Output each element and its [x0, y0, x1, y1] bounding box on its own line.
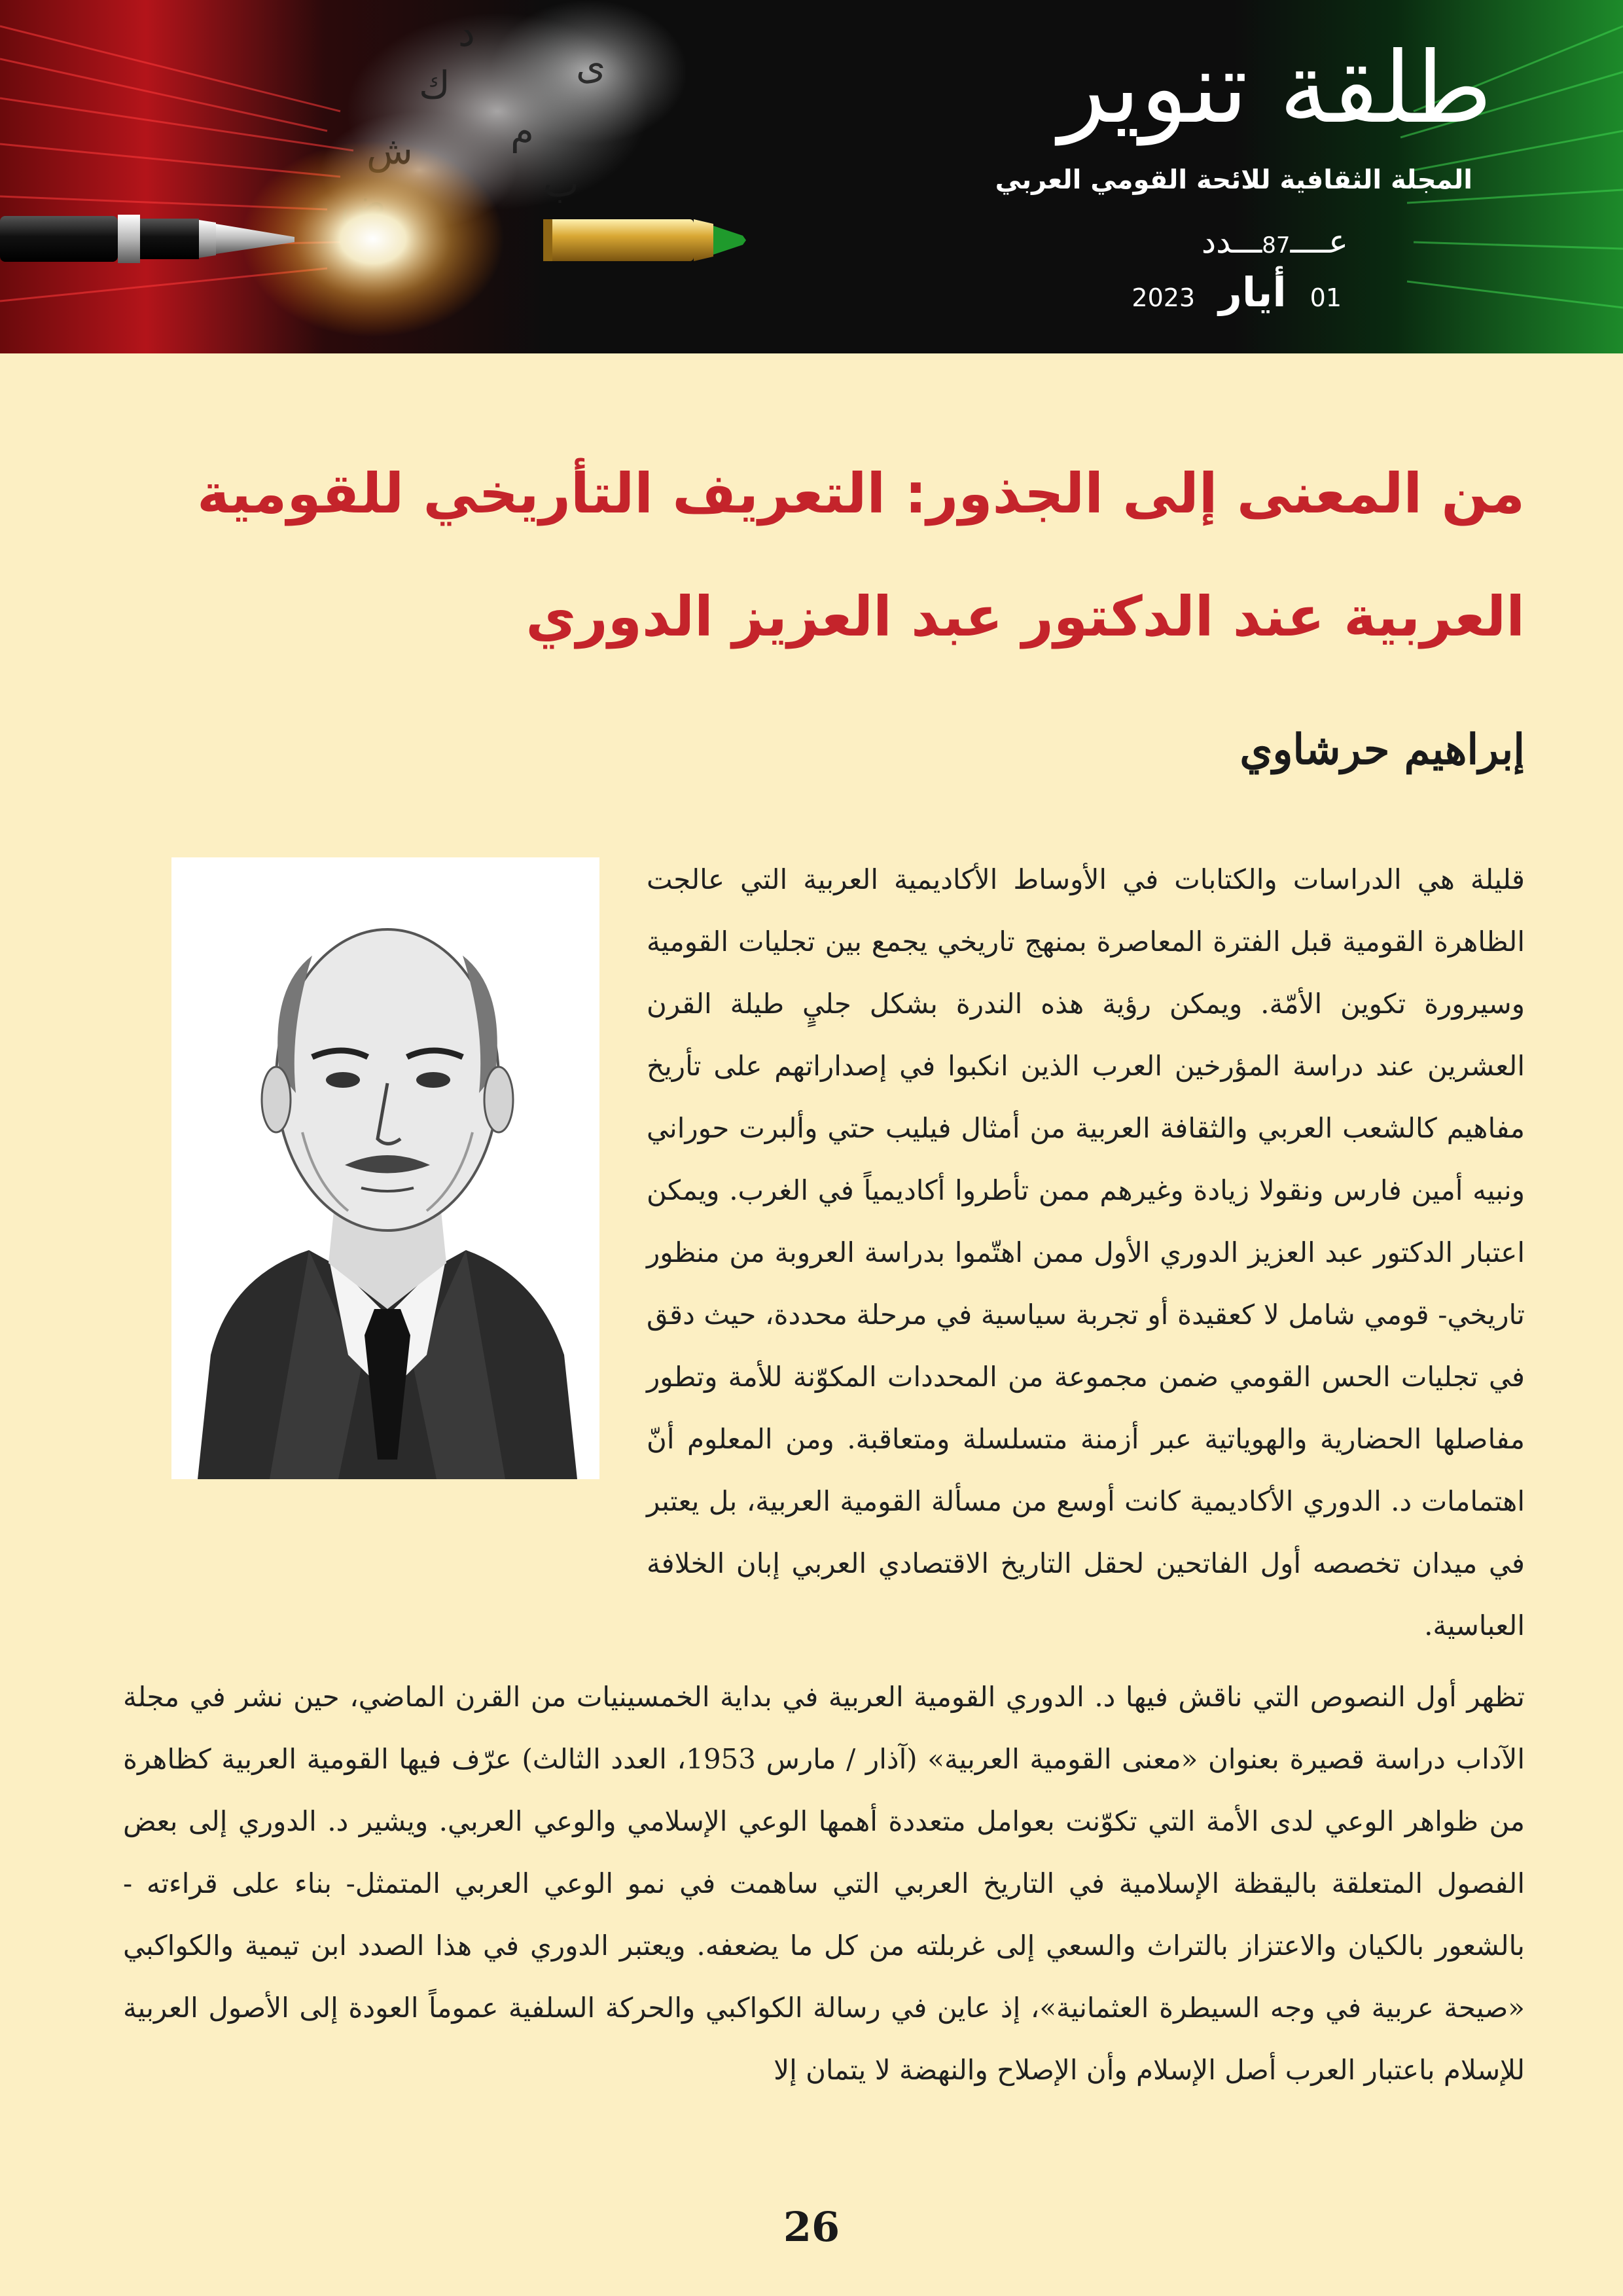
page-number: 26: [783, 2203, 840, 2251]
magazine-title: طلقة تنوير: [1058, 31, 1492, 145]
article-paragraph-2: تظهر أول النصوص التي ناقش فيها د. الدوري القومية العربية في بداية الخمسينيات من القرن الماضي، حين نشر في مجلة الآداب دراسة قصيرة بعنوان «معنى القومية العربية» (آذار / مارس 1953، العدد الثالث) عرّف فيها القومية العربية كظاهرة من ظواهر الوعي لدى الأمة التي تكوّنت بعوامل متعددة أهمها الوعي الإسلامي والوعي العربي. ويشير د. الدوري إلى بعض الفصول المتعلقة باليقظة الإسلامية في التاريخ العربي التي ساهمت في نمو الوعي العربي المتمثل- بناء على قراءته - بالشعور بالكيان والاعتزاز بالتراث والسعي إلى غربلته من كل ما يضعفه. ويعتبر الدوري في هذا الصدد ابن تيمية والكواكبي «صيحة عربية في وجه السيطرة العثمانية»، إذ عاين في رسالة الكواكبي والحركة السلفية عموماً العودة إلى الأصول العربية للإسلام باعتبار العرب أصل الإسلام وأن الإصلاح والنهضة لا يتمان إلا: [123, 1681, 1525, 2086]
header-banner: [0, 0, 1623, 353]
svg-text:د: د: [458, 10, 475, 55]
article-title-line-2: العربية عند الدكتور عبد العزيز الدوري: [526, 584, 1525, 649]
svg-text:ك: ك: [419, 63, 450, 107]
issue-word-start: عــــ: [1290, 223, 1348, 260]
date-year: 2023: [1132, 283, 1196, 312]
date-day: 01: [1310, 283, 1342, 312]
svg-text:ى: ى: [576, 43, 606, 88]
article-body: [123, 848, 1525, 2110]
article-title: [118, 432, 1525, 678]
issue-word-end: ـــدد: [1201, 223, 1262, 260]
issue-label: [1202, 223, 1348, 260]
issue-number: 87: [1262, 232, 1291, 259]
article-paragraph-1: قليلة هي الدراسات والكتابات في الأوساط الأكاديمية العربية التي عالجت الظاهرة القومية قبل الفترة المعاصرة بمنهج تاريخي يجمع بين تجليات القومية وسيرورة تكوين الأمّة. ويمكن رؤية هذه الندرة بشكل جليٍ طيلة القرن العشرين عند دراسة المؤرخين العرب الذين انكبوا في إصداراتهم على تأريخ مفاهيم كالشعب العربي والثقافة العربية من أمثال فيليب حتي وألبرت حوراني ونبيه أمين فارس ونقولا زيادة وغيرهم ممن تأطروا أكاديمياً في الغرب. ويمكن اعتبار الدكتور عبد العزيز الدوري الأول ممن اهتّموا بدراسة العروبة من منظور تاريخي- قومي شامل لا كعقيدة أو تجربة سياسية في مرحلة محددة، حيث دقق في تجليات الحس القومي ضمن مجموعة من المحددات المكوّنة للأمة وتطور مفاصلها الحضارية والهوياتية عبر أزمنة متسلسلة ومتعاقبة. ومن المعلوم أنّ اهتمامات د. الدوري الأكاديمية كانت أوسع من مسألة القومية العربية، بل يعتبر في ميدان تخصصه أول الفاتحين لحقل التاريخ الاقتصادي العربي إبان الخلافة العباسية.: [647, 863, 1525, 1641]
issue-date: [1132, 268, 1342, 316]
article-author: إبراهيم حرشاوي: [1240, 725, 1525, 774]
article-title-line-1: من المعنى إلى الجذور: التعريف التأريخي للقومية: [197, 461, 1525, 526]
magazine-subtitle: المجلة الثقافية للائحة القومي العربي: [995, 165, 1472, 195]
image-float-spacer: [123, 848, 647, 1550]
date-month: أيار: [1219, 268, 1287, 316]
svg-text:ب: ب: [543, 161, 579, 206]
svg-text:م: م: [510, 109, 534, 153]
